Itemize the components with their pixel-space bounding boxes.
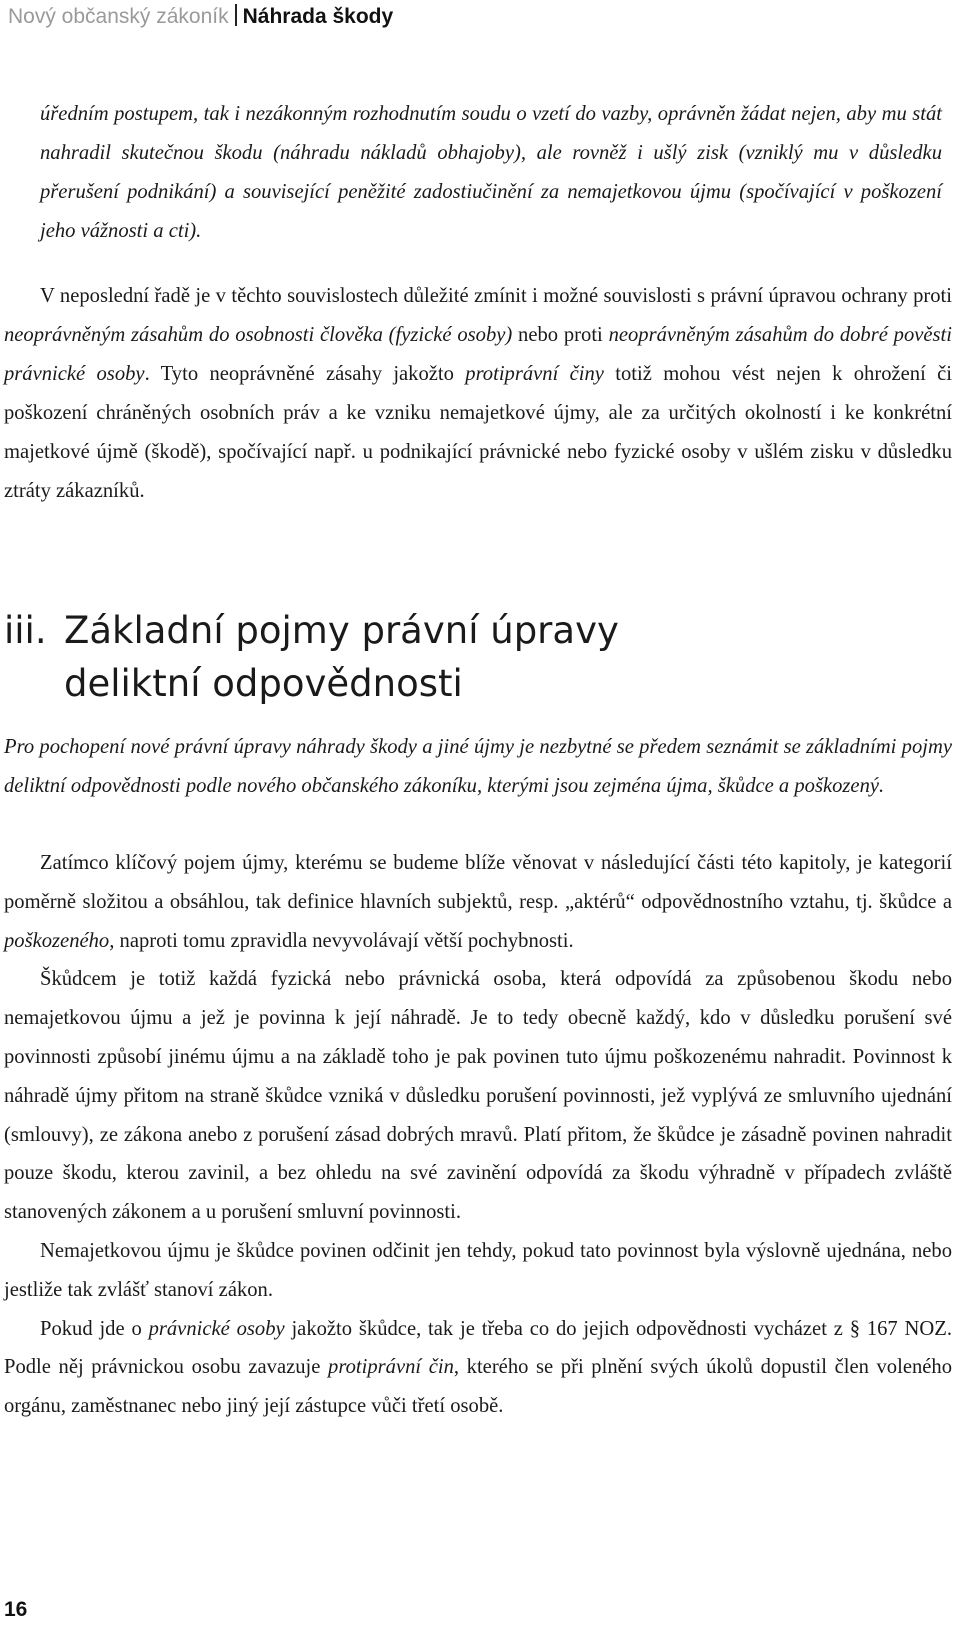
running-header [8,2,393,32]
lead-text: Pro pochopení nové právní úpravy náhrady škody a jiné újmy je nezbytné se předem seznámit se základními pojmy deliktní odpovědnosti podle nového občanského zákoníku, kterými jsou zejména újma, škůdce a poškozený. [4,736,952,797]
context-term-unlawful-acts: protiprávní činy [465,363,604,385]
context-text-a: V neposlední řadě je v těchto souvislostech důležité zmínit i možné souvislosti s právní úpravou ochrany proti [40,285,952,307]
section-title-line2: deliktní odpovědnosti [64,662,463,705]
body-paragraph-3: Nemajetkovou újmu je škůdce povinen odčinit jen tehdy, pokud tato povinnost byla výslovně ujednána, nebo jestliže tak zvlášť stanoví zákon. [4,1239,952,1301]
body-paragraph-4 [4,1310,952,1426]
section-lead-paragraph [4,728,952,806]
intro-quote-paragraph [4,95,952,251]
body-p4-term-unlawful-act: protiprávní čin [328,1356,454,1379]
context-text [4,277,952,511]
header-book-title: Nový občanský zákoník [8,5,229,28]
context-term-reputation: neoprávněným zásahům do dobré pověsti právnické osoby [4,324,953,385]
body-paragraph-2: Škůdcem je totiž každá fyzická nebo právnická osoba, která odpovídá za způsobenou škodu nebo nemajetkovou újmu a jež je povinna k její náhradě. Je to tedy obecně každý, kdo v důsledku porušení své povinnosti způsobí jinému újmu a na základě toho je pak povinen tuto újmu poškozenému nahradit. Povinnost k náhradě újmy přitom na straně škůdce vzniká v důsledku porušení povinnosti, jež vyplývá ze smluvního ujednání (smlouvy), ze zákona anebo z porušení zásad dobrých mravů. Platí přitom, že škůdce je zásadně povinen nahradit pouze škodu, kterou zavinil, a bez ohledu na své zavinění odpovídá za škodu výhradně v případech zvláště stanovených zákonem a u porušení smluvní povinnosti. [4,968,952,1224]
section-number: iii. [4,609,47,652]
body-p4-text-a: Pokud jde o [40,1317,149,1340]
body-p1-term-injured: poškozeného, [4,929,115,952]
section-body [4,844,952,1426]
section-title-line1: Základní pojmy právní úpravy [64,609,619,652]
body-p1-text-a: Zatímco klíčový pojem újmy, kterému se budeme blíže věnovat v následující části této kapitoly, je kategorií poměrně složitou a obsáhlou, tak definice hlavních subjektů, resp. „aktérů“ odpovědnostního vztahu, tj. škůdce a [4,852,952,913]
page-number: 16 [4,1598,28,1621]
context-text-e: . Tyto neoprávněné zásahy jakožto [144,363,466,385]
body-paragraph-1 [4,844,952,960]
intro-text: úředním postupem, tak i nezákonným rozhodnutím soudu o vzetí do vazby, oprávněn žádat nejen, aby mu stát nahradil skutečnou škodu (náhradu nákladů obhajoby), ale rovněž i ušlý zisk (vzniklý mu v důsledku přerušení podnikání) a související peněžité zadostiučinění za nemajetkovou újmu (spočívající v poškození jeho vážnosti a cti). [40,103,942,242]
context-term-personality: neoprávněným zásahům do osobnosti člověka (fyzické osoby) [4,324,513,346]
body-p4-text-c: jakožto škůdce, tak je třeba co do jejich odpovědnosti vycházet z § 167 NOZ. Podle něj právnickou osobu zavazuje [4,1317,952,1379]
context-text-c: nebo proti [512,324,609,346]
section-heading [4,604,619,710]
body-p4-term-legal-persons: právnické osoby [148,1317,285,1340]
header-chapter-title: Náhrada škody [242,5,394,28]
body-p4-text-e: , kterého se při plnění svých úkolů dopustil člen voleného orgánu, zaměstnanec nebo jiný její zástupce vůči třetí osobě. [4,1356,952,1418]
context-paragraph [4,277,952,511]
context-text-g: totiž mohou vést nejen k ohrožení či poškození chráněných osobních práv a ke vzniku nemajetkové újmy, ale za určitých okolností i ke konkrétní majetkové újmě (škodě), spočívající např. u podnikající právnické nebo fyzické osoby v ušlém zisku v důsledku ztráty zákazníků. [4,363,952,502]
body-p1-text-c: naproti tomu zpravidla nevyvolávají větší pochybnosti. [114,929,574,952]
header-separator [235,4,237,26]
